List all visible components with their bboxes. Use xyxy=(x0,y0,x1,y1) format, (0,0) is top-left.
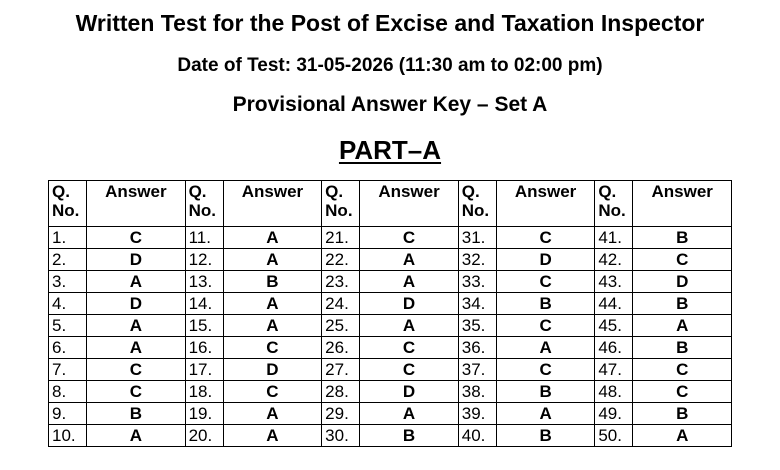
answer-key-title: Provisional Answer Key – Set A xyxy=(232,93,548,116)
question-number-cell: 10. xyxy=(49,425,87,447)
question-number-cell: 31. xyxy=(458,227,496,249)
answer-cell: B xyxy=(223,271,321,293)
answer-cell: A xyxy=(633,315,732,337)
answer-cell: B xyxy=(633,227,732,249)
question-number-cell: 37. xyxy=(458,359,496,381)
answer-key-body xyxy=(49,227,732,447)
answer-cell: D xyxy=(360,381,458,403)
question-number-cell: 3. xyxy=(49,271,87,293)
column-header-question-number: Q. No. xyxy=(185,181,223,227)
answer-cell: C xyxy=(87,227,185,249)
table-header-row xyxy=(49,181,732,227)
question-number-cell: 36. xyxy=(458,337,496,359)
answer-cell: D xyxy=(633,271,732,293)
question-number-cell: 38. xyxy=(458,381,496,403)
question-number-cell: 27. xyxy=(322,359,360,381)
answer-cell: A xyxy=(87,315,185,337)
question-number-cell: 43. xyxy=(595,271,633,293)
question-number-cell: 33. xyxy=(458,271,496,293)
question-number-cell: 28. xyxy=(322,381,360,403)
answer-cell: B xyxy=(87,403,185,425)
question-number-cell: 34. xyxy=(458,293,496,315)
table-row xyxy=(49,293,732,315)
question-number-cell: 20. xyxy=(185,425,223,447)
question-number-cell: 22. xyxy=(322,249,360,271)
question-number-cell: 45. xyxy=(595,315,633,337)
answer-cell: A xyxy=(496,337,594,359)
question-number-cell: 2. xyxy=(49,249,87,271)
answer-cell: A xyxy=(360,271,458,293)
answer-cell: B xyxy=(633,403,732,425)
table-row xyxy=(49,249,732,271)
question-number-cell: 44. xyxy=(595,293,633,315)
test-date: Date of Test: 31-05-2026 (11:30 am to 02:00 pm) xyxy=(177,55,603,76)
answer-cell: C xyxy=(223,381,321,403)
question-number-cell: 25. xyxy=(322,315,360,337)
question-number-cell: 13. xyxy=(185,271,223,293)
answer-cell: D xyxy=(87,249,185,271)
answer-cell: C xyxy=(633,359,732,381)
table-row xyxy=(49,337,732,359)
answer-cell: A xyxy=(360,315,458,337)
question-number-cell: 29. xyxy=(322,403,360,425)
answer-cell: A xyxy=(360,403,458,425)
answer-cell: C xyxy=(496,271,594,293)
column-header-question-number: Q. No. xyxy=(595,181,633,227)
table-row xyxy=(49,359,732,381)
table-row xyxy=(49,403,732,425)
answer-cell: C xyxy=(496,359,594,381)
answer-cell: D xyxy=(496,249,594,271)
answer-cell: C xyxy=(223,337,321,359)
answer-cell: C xyxy=(360,337,458,359)
question-number-cell: 50. xyxy=(595,425,633,447)
answer-cell: A xyxy=(223,425,321,447)
answer-cell: C xyxy=(496,315,594,337)
question-number-cell: 12. xyxy=(185,249,223,271)
answer-cell: D xyxy=(360,293,458,315)
answer-cell: A xyxy=(223,315,321,337)
question-number-cell: 49. xyxy=(595,403,633,425)
question-number-cell: 21. xyxy=(322,227,360,249)
answer-cell: A xyxy=(496,403,594,425)
answer-cell: A xyxy=(223,227,321,249)
answer-cell: C xyxy=(87,359,185,381)
question-number-cell: 24. xyxy=(322,293,360,315)
table-row xyxy=(49,425,732,447)
question-number-cell: 16. xyxy=(185,337,223,359)
answer-cell: A xyxy=(87,337,185,359)
column-header-answer: Answer xyxy=(223,181,321,227)
column-header-question-number: Q. No. xyxy=(49,181,87,227)
question-number-cell: 6. xyxy=(49,337,87,359)
document-title: Written Test for the Post of Excise and Taxation Inspector xyxy=(75,10,705,36)
column-header-answer: Answer xyxy=(360,181,458,227)
answer-cell: A xyxy=(223,249,321,271)
answer-cell: A xyxy=(87,271,185,293)
question-number-cell: 19. xyxy=(185,403,223,425)
answer-cell: B xyxy=(360,425,458,447)
question-number-cell: 40. xyxy=(458,425,496,447)
question-number-cell: 48. xyxy=(595,381,633,403)
question-number-cell: 11. xyxy=(185,227,223,249)
column-header-question-number: Q. No. xyxy=(322,181,360,227)
answer-cell: C xyxy=(360,227,458,249)
answer-cell: B xyxy=(633,293,732,315)
part-heading-text: PART–A xyxy=(338,135,442,165)
question-number-cell: 17. xyxy=(185,359,223,381)
answer-cell: D xyxy=(223,359,321,381)
question-number-cell: 26. xyxy=(322,337,360,359)
table-row xyxy=(49,271,732,293)
answer-key-table xyxy=(48,180,732,447)
question-number-cell: 46. xyxy=(595,337,633,359)
answer-cell: A xyxy=(223,403,321,425)
column-header-answer: Answer xyxy=(496,181,594,227)
question-number-cell: 30. xyxy=(322,425,360,447)
question-number-cell: 18. xyxy=(185,381,223,403)
table-row xyxy=(49,315,732,337)
answer-cell: B xyxy=(496,293,594,315)
question-number-cell: 8. xyxy=(49,381,87,403)
table-row xyxy=(49,227,732,249)
answer-cell: C xyxy=(633,249,732,271)
question-number-cell: 14. xyxy=(185,293,223,315)
question-number-cell: 7. xyxy=(49,359,87,381)
answer-cell: D xyxy=(87,293,185,315)
answer-cell: A xyxy=(223,293,321,315)
question-number-cell: 9. xyxy=(49,403,87,425)
question-number-cell: 41. xyxy=(595,227,633,249)
question-number-cell: 1. xyxy=(49,227,87,249)
answer-cell: A xyxy=(87,425,185,447)
column-header-question-number: Q. No. xyxy=(458,181,496,227)
answer-cell: B xyxy=(633,337,732,359)
answer-cell: A xyxy=(360,249,458,271)
question-number-cell: 15. xyxy=(185,315,223,337)
answer-cell: C xyxy=(87,381,185,403)
answer-cell: A xyxy=(633,425,732,447)
question-number-cell: 32. xyxy=(458,249,496,271)
question-number-cell: 23. xyxy=(322,271,360,293)
part-heading xyxy=(0,135,780,166)
question-number-cell: 42. xyxy=(595,249,633,271)
question-number-cell: 5. xyxy=(49,315,87,337)
question-number-cell: 35. xyxy=(458,315,496,337)
question-number-cell: 4. xyxy=(49,293,87,315)
answer-cell: C xyxy=(633,381,732,403)
answer-cell: B xyxy=(496,381,594,403)
question-number-cell: 39. xyxy=(458,403,496,425)
answer-cell: C xyxy=(360,359,458,381)
question-number-cell: 47. xyxy=(595,359,633,381)
answer-cell: C xyxy=(496,227,594,249)
table-row xyxy=(49,381,732,403)
column-header-answer: Answer xyxy=(87,181,185,227)
answer-cell: B xyxy=(496,425,594,447)
column-header-answer: Answer xyxy=(633,181,732,227)
